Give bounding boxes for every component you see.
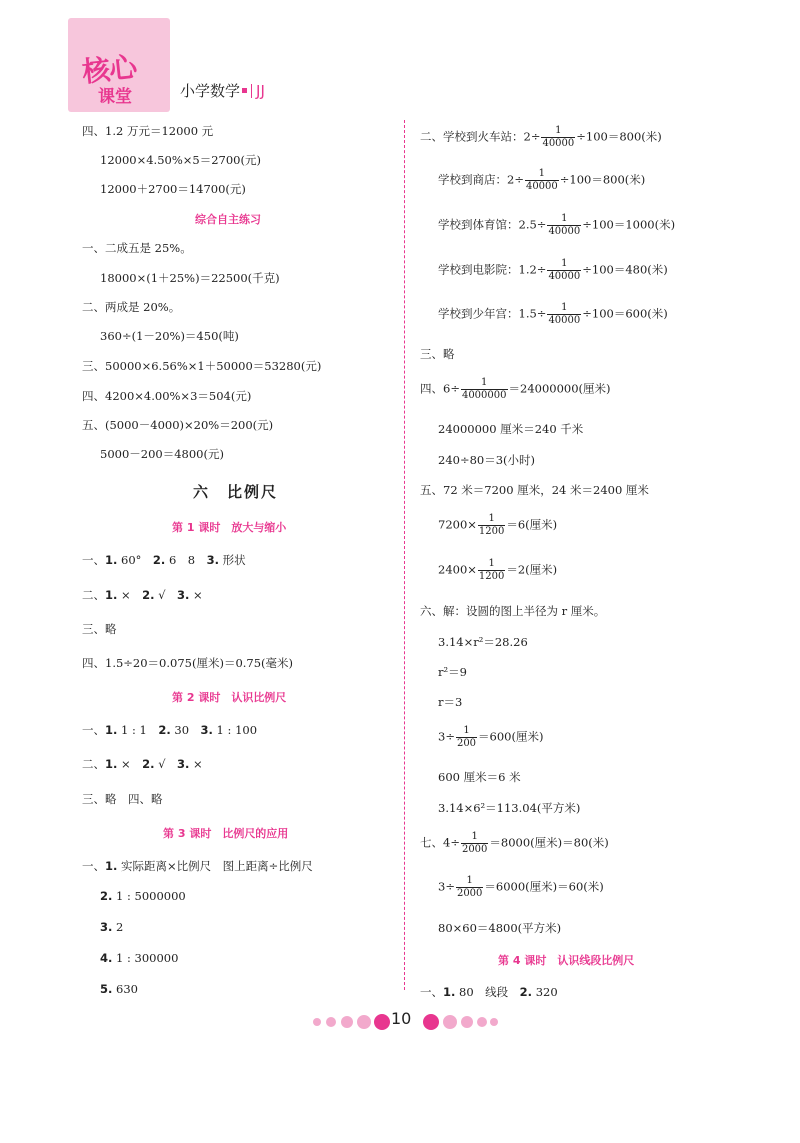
subject-title <box>180 80 265 101</box>
dot-icon <box>313 1018 321 1026</box>
logo-line1: 核心 <box>80 50 138 89</box>
answer-line: 7200× $\frac{1}{1200}$ ＝6(厘米) <box>438 513 558 537</box>
dot-icon <box>423 1014 439 1030</box>
logo-line2: 课堂 <box>98 87 132 107</box>
answer-line: 二、学校到火车站：2÷ $\frac{1}{40000}$ ÷100＝800(米) <box>420 125 662 149</box>
section-heading: 第 1 课时 放大与缩小 <box>172 521 287 534</box>
answer-line: 学校到少年宫：1.5÷ $\frac{1}{40000}$ ÷100＝600(米) <box>438 302 668 326</box>
fraction: $\frac{1}{4000000}$ <box>461 377 507 401</box>
answer-line: 学校到商店：2÷ $\frac{1}{40000}$ ÷100＝800(米) <box>438 168 646 192</box>
answer-line: 一、二成五是 25%。 <box>82 241 192 255</box>
dot-icon <box>477 1017 487 1027</box>
logo <box>68 18 170 112</box>
answer-line: 三、略 <box>420 347 455 361</box>
answer-line: 一、1. 1 : 1 2. 30 3. 1 : 100 <box>82 723 258 737</box>
column-divider <box>404 120 405 990</box>
answer-line: 二、1. × 2. √ 3. × <box>82 757 203 771</box>
answer-line: 一、1. 80 线段 2. 320 <box>420 985 558 999</box>
answer-line: 80×60＝4800(平方米) <box>438 921 562 935</box>
answer-line: 3.14×r²＝28.26 <box>438 635 528 649</box>
dot-icon <box>461 1016 473 1028</box>
answer-line: 240÷80＝3(小时) <box>438 453 536 467</box>
answer-line: 24000000 厘米＝240 千米 <box>438 422 584 436</box>
answer-line: 一、1. 60° 2. 6 8 3. 形状 <box>82 553 246 567</box>
square-dot-icon <box>242 88 247 93</box>
page-number: 10 <box>391 1009 412 1028</box>
answer-line: 360÷(1－20%)＝450(吨) <box>100 329 239 343</box>
fraction: $\frac{1}{40000}$ <box>548 302 581 326</box>
answer-line: 12000×4.50%×5＝2700(元) <box>100 153 261 167</box>
section-heading: 第 2 课时 认识比例尺 <box>172 691 287 704</box>
fraction: $\frac{1}{1200}$ <box>478 513 505 537</box>
answer-line: 学校到电影院：1.2÷ $\frac{1}{40000}$ ÷100＝480(米) <box>438 258 668 282</box>
fraction: $\frac{1}{2000}$ <box>461 831 488 855</box>
chapter-title: 六 比例尺 <box>193 483 279 501</box>
answer-line: 四、1.5÷20＝0.075(厘米)＝0.75(毫米) <box>82 656 294 670</box>
answer-line: r＝3 <box>438 695 463 709</box>
answer-line: 一、1. 实际距离×比例尺 图上距离÷比例尺 <box>82 859 313 873</box>
answer-line: 三、略 <box>82 622 117 636</box>
answer-line: 五、(5000－4000)×20%＝200(元) <box>82 418 274 432</box>
answer-line: 3÷ $\frac{1}{2000}$ ＝6000(厘米)＝60(米) <box>438 875 604 899</box>
fraction: $\frac{1}{200}$ <box>456 725 477 749</box>
fraction: $\frac{1}{40000}$ <box>525 168 558 192</box>
dot-icon <box>490 1018 498 1026</box>
answer-line: 3÷ $\frac{1}{200}$ ＝600(厘米) <box>438 725 544 749</box>
answer-line: 三、略 四、略 <box>82 792 163 806</box>
answer-line: 四、6÷ $\frac{1}{4000000}$ ＝24000000(厘米) <box>420 377 611 401</box>
subject-text: 小学数学 <box>180 82 241 100</box>
answer-line: 12000＋2700＝14700(元) <box>100 182 246 196</box>
section-heading: 综合自主练习 <box>195 213 261 226</box>
answer-line: 二、两成是 20%。 <box>82 300 181 314</box>
answer-line: 五、72 米＝7200 厘米，24 米＝2400 厘米 <box>420 483 649 497</box>
answer-line: 2400× $\frac{1}{1200}$ ＝2(厘米) <box>438 558 558 582</box>
answer-line: 4. 1 : 300000 <box>100 951 179 965</box>
fraction: $\frac{1}{1200}$ <box>478 558 505 582</box>
dot-icon <box>443 1015 457 1029</box>
section-heading: 第 4 课时 认识线段比例尺 <box>498 954 635 967</box>
fraction: $\frac{1}{2000}$ <box>456 875 483 899</box>
section-heading: 第 3 课时 比例尺的应用 <box>163 827 289 840</box>
dot-icon <box>341 1016 353 1028</box>
answer-line: 七、4÷ $\frac{1}{2000}$ ＝8000(厘米)＝80(米) <box>420 831 609 855</box>
fraction: $\frac{1}{40000}$ <box>548 258 581 282</box>
answer-line: 5. 630 <box>100 982 138 996</box>
answer-line: 2. 1 : 5000000 <box>100 889 186 903</box>
answer-line: 3. 2 <box>100 920 124 934</box>
edition-label: JJ <box>256 82 265 100</box>
answer-line: 600 厘米＝6 米 <box>438 770 521 784</box>
answer-line: r²＝9 <box>438 665 467 679</box>
answer-line: 3.14×6²＝113.04(平方米) <box>438 801 581 815</box>
answer-line: 四、1.2 万元＝12000 元 <box>82 124 214 138</box>
dot-icon <box>357 1015 371 1029</box>
answer-line: 18000×(1＋25%)＝22500(千克) <box>100 271 280 285</box>
dot-icon <box>326 1017 336 1027</box>
answer-line: 六、解：设圆的图上半径为 r 厘米。 <box>420 604 606 618</box>
answer-line: 学校到体育馆：2.5÷ $\frac{1}{40000}$ ÷100＝1000(米) <box>438 213 676 237</box>
dot-icon <box>374 1014 390 1030</box>
separator-bar <box>251 84 252 98</box>
fraction: $\frac{1}{40000}$ <box>548 213 581 237</box>
answer-line: 5000－200＝4800(元) <box>100 447 224 461</box>
answer-line: 二、1. × 2. √ 3. × <box>82 588 203 602</box>
answer-line: 三、50000×6.56%×1＋50000＝53280(元) <box>82 359 322 373</box>
fraction: $\frac{1}{40000}$ <box>542 125 575 149</box>
answer-line: 四、4200×4.00%×3＝504(元) <box>82 389 252 403</box>
